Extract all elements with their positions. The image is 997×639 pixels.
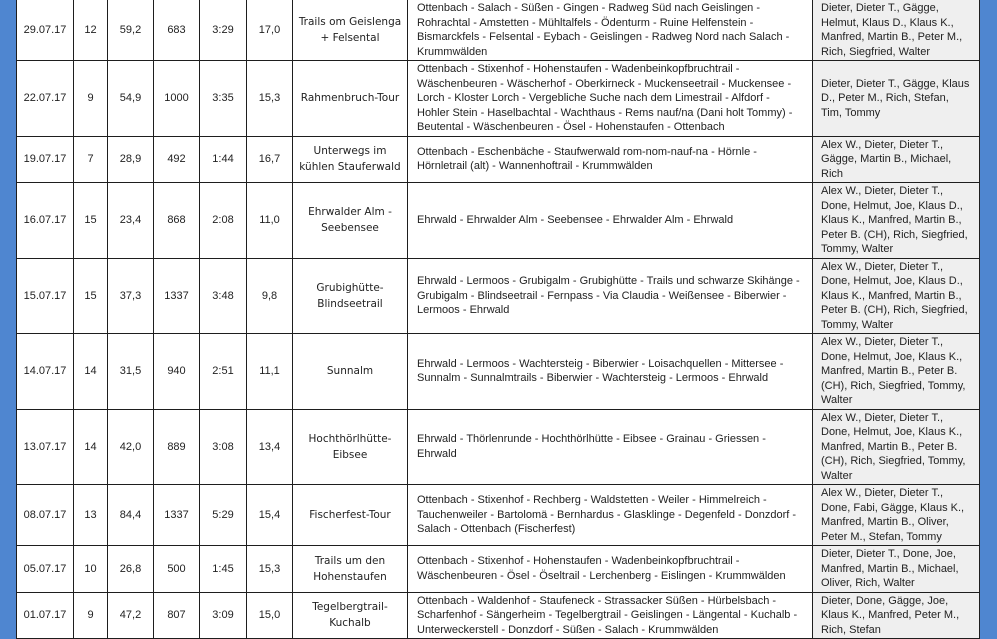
tour-riders-count: 15 (74, 258, 108, 334)
tour-date: 15.07.17 (17, 258, 74, 334)
tour-date: 14.07.17 (17, 334, 74, 410)
tour-avg-speed: 15,4 (247, 485, 293, 546)
tour-row (17, 61, 980, 137)
tour-riders-count: 12 (74, 0, 108, 61)
tour-row (17, 485, 980, 546)
tour-duration: 3:29 (200, 0, 247, 61)
tour-duration: 2:51 (200, 334, 247, 410)
tour-route: Ottenbach - Waldenhof - Staufeneck - Strassacker Süßen - Hürbelsbach - Scharfenhof - Sängerheim - Tegelbergtrail - Geislingen - Längental - Kuchalb - Unterweckerstell - Donzdorf - Süßen - Salach - Krummwälden (408, 592, 813, 639)
tour-route: Ottenbach - Salach - Süßen - Gingen - Radweg Süd nach Geislingen - Rohrachtal - Amstetten - Mühltalfels - Ödenturm - Ruine Helfenstein - Bismarckfels - Felsental - Eybach - Geislingen - Radweg Nord nach Salach - Krummwälden (408, 0, 813, 61)
tour-participants: Alex W., Dieter, Dieter T., Done, Helmut, Joe, Klaus D., Klaus K., Manfred, Martin B., Peter B. (CH), Rich, Siegfried, Tommy, Walter (813, 258, 980, 334)
tour-row (17, 0, 980, 61)
tour-log-table-container (16, 0, 979, 639)
tour-participants: Dieter, Dieter T., Gägge, Helmut, Klaus D., Klaus K., Manfred, Martin B., Peter M., Rich, Siegfried, Walter (813, 0, 980, 61)
tour-distance-km: 42,0 (108, 409, 154, 485)
tour-elevation-m: 1337 (154, 258, 200, 334)
tour-distance-km: 28,9 (108, 136, 154, 183)
tour-participants: Alex W., Dieter, Dieter T., Done, Fabi, Gägge, Klaus K., Manfred, Martin B., Oliver, Peter M., Stefan, Tommy (813, 485, 980, 546)
tour-avg-speed: 16,7 (247, 136, 293, 183)
tour-elevation-m: 492 (154, 136, 200, 183)
tour-distance-km: 31,5 (108, 334, 154, 410)
tour-title: Unterwegs im kühlen Stauferwald (293, 136, 408, 183)
tour-title: Rahmenbruch-Tour (293, 61, 408, 137)
tour-avg-speed: 9,8 (247, 258, 293, 334)
tour-riders-count: 9 (74, 592, 108, 639)
tour-elevation-m: 1337 (154, 485, 200, 546)
tour-avg-speed: 11,1 (247, 334, 293, 410)
tour-participants: Alex W., Dieter, Dieter T., Done, Helmut, Joe, Klaus K., Manfred, Martin B., Peter B. (CH), Rich, Siegfried, Tommy, Walter (813, 334, 980, 410)
tour-row (17, 258, 980, 334)
tour-date: 13.07.17 (17, 409, 74, 485)
tour-riders-count: 15 (74, 183, 108, 259)
tour-title: Tegelbergtrail-Kuchalb (293, 592, 408, 639)
tour-row (17, 592, 980, 639)
tour-title: Ehrwalder Alm - Seebensee (293, 183, 408, 259)
tour-date: 05.07.17 (17, 546, 74, 593)
tour-elevation-m: 683 (154, 0, 200, 61)
tour-participants: Alex W., Dieter, Dieter T., Done, Helmut, Joe, Klaus D., Klaus K., Manfred, Martin B., Peter B. (CH), Rich, Siegfried, Tommy, Walter (813, 183, 980, 259)
tour-date: 19.07.17 (17, 136, 74, 183)
tour-title: Sunnalm (293, 334, 408, 410)
tour-duration: 3:35 (200, 61, 247, 137)
tour-route: Ehrwald - Lermoos - Wachtersteig - Biberwier - Loisachquellen - Mittersee - Sunnalm - Sunnalmtrails - Biberwier - Wachtersteig - Lermoos - Ehrwald (408, 334, 813, 410)
tour-avg-speed: 13,4 (247, 409, 293, 485)
tour-duration: 1:44 (200, 136, 247, 183)
tour-avg-speed: 11,0 (247, 183, 293, 259)
tour-participants: Dieter, Done, Gägge, Joe, Klaus K., Manfred, Peter M., Rich, Stefan (813, 592, 980, 639)
tour-avg-speed: 15,3 (247, 61, 293, 137)
tour-distance-km: 54,9 (108, 61, 154, 137)
tour-route: Ehrwald - Ehrwalder Alm - Seebensee - Ehrwalder Alm - Ehrwald (408, 183, 813, 259)
tour-title: Trails um den Hohenstaufen (293, 546, 408, 593)
tour-distance-km: 23,4 (108, 183, 154, 259)
tour-distance-km: 59,2 (108, 0, 154, 61)
tour-riders-count: 13 (74, 485, 108, 546)
tour-participants: Dieter, Dieter T., Gägge, Klaus D., Peter M., Rich, Stefan, Tim, Tommy (813, 61, 980, 137)
tour-participants: Dieter, Dieter T., Done, Joe, Manfred, Martin B., Michael, Oliver, Rich, Walter (813, 546, 980, 593)
tour-date: 08.07.17 (17, 485, 74, 546)
tour-duration: 3:48 (200, 258, 247, 334)
tour-elevation-m: 500 (154, 546, 200, 593)
tour-route: Ottenbach - Eschenbäche - Staufwerwald rom-nom-nauf-na - Hörnle - Hörnletrail (alt) - Wannenhoftrail - Krummwälden (408, 136, 813, 183)
tour-distance-km: 84,4 (108, 485, 154, 546)
tour-riders-count: 7 (74, 136, 108, 183)
tour-duration: 1:45 (200, 546, 247, 593)
tour-duration: 3:09 (200, 592, 247, 639)
tour-riders-count: 14 (74, 409, 108, 485)
tour-duration: 2:08 (200, 183, 247, 259)
tour-duration: 3:08 (200, 409, 247, 485)
tour-duration: 5:29 (200, 485, 247, 546)
tour-elevation-m: 807 (154, 592, 200, 639)
tour-elevation-m: 1000 (154, 61, 200, 137)
tour-row (17, 183, 980, 259)
tour-participants: Alex W., Dieter, Dieter T., Gägge, Martin B., Michael, Rich (813, 136, 980, 183)
tour-riders-count: 14 (74, 334, 108, 410)
tour-date: 16.07.17 (17, 183, 74, 259)
tour-title: Fischerfest-Tour (293, 485, 408, 546)
tour-route: Ottenbach - Stixenhof - Hohenstaufen - Wadenbeinkopfbruchtrail - Wäschenbeuren - Ösel - Öseltrail - Lerchenberg - Eislingen - Krummwälden (408, 546, 813, 593)
tour-elevation-m: 940 (154, 334, 200, 410)
tour-distance-km: 26,8 (108, 546, 154, 593)
tour-avg-speed: 15,0 (247, 592, 293, 639)
tour-distance-km: 37,3 (108, 258, 154, 334)
tour-elevation-m: 889 (154, 409, 200, 485)
tour-avg-speed: 15,3 (247, 546, 293, 593)
tour-log-table (16, 0, 980, 639)
tour-riders-count: 10 (74, 546, 108, 593)
tour-date: 29.07.17 (17, 0, 74, 61)
tour-row (17, 334, 980, 410)
tour-date: 22.07.17 (17, 61, 74, 137)
tour-row (17, 546, 980, 593)
tour-route: Ehrwald - Lermoos - Grubigalm - Grubighütte - Trails und schwarze Skihänge - Grubigalm - Blindseetrail - Fernpass - Via Claudia - Weißensee - Biberwier - Lermoos - Ehrwald (408, 258, 813, 334)
tour-date: 01.07.17 (17, 592, 74, 639)
tour-avg-speed: 17,0 (247, 0, 293, 61)
tour-title: Hochthörlhütte-Eibsee (293, 409, 408, 485)
tour-distance-km: 47,2 (108, 592, 154, 639)
tour-route: Ottenbach - Stixenhof - Hohenstaufen - Wadenbeinkopfbruchtrail - Wäschenbeuren - Wäscherhof - Oberkirneck - Muckenseetrail - Muckensee - Lorch - Kloster Lorch - Vergebliche Suche nach dem Limestrail - Alfdorf - Hohler Stein - Haselbachtal - Wachthaus - Rems nauf/na (Dani holt Tommy) - Beutental - Wäschenbeuren - Ösel - Hohenstaufen - Ottenbach (408, 61, 813, 137)
tour-riders-count: 9 (74, 61, 108, 137)
tour-route: Ottenbach - Stixenhof - Rechberg - Waldstetten - Weiler - Himmelreich - Tauchenweiler - Bartolomä - Bernhardus - Glasklinge - Degenfeld - Donzdorf - Salach - Ottenbach (Fischerfest) (408, 485, 813, 546)
tour-row (17, 136, 980, 183)
tour-participants: Alex W., Dieter, Dieter T., Done, Helmut, Joe, Klaus K., Manfred, Martin B., Peter B. (CH), Rich, Siegfried, Tommy, Walter (813, 409, 980, 485)
tour-row (17, 409, 980, 485)
tour-elevation-m: 868 (154, 183, 200, 259)
tour-title: Trails om Geislenga + Felsental (293, 0, 408, 61)
tour-route: Ehrwald - Thörlenrunde - Hochthörlhütte - Eibsee - Grainau - Griessen - Ehrwald (408, 409, 813, 485)
tour-title: Grubighütte-Blindseetrail (293, 258, 408, 334)
